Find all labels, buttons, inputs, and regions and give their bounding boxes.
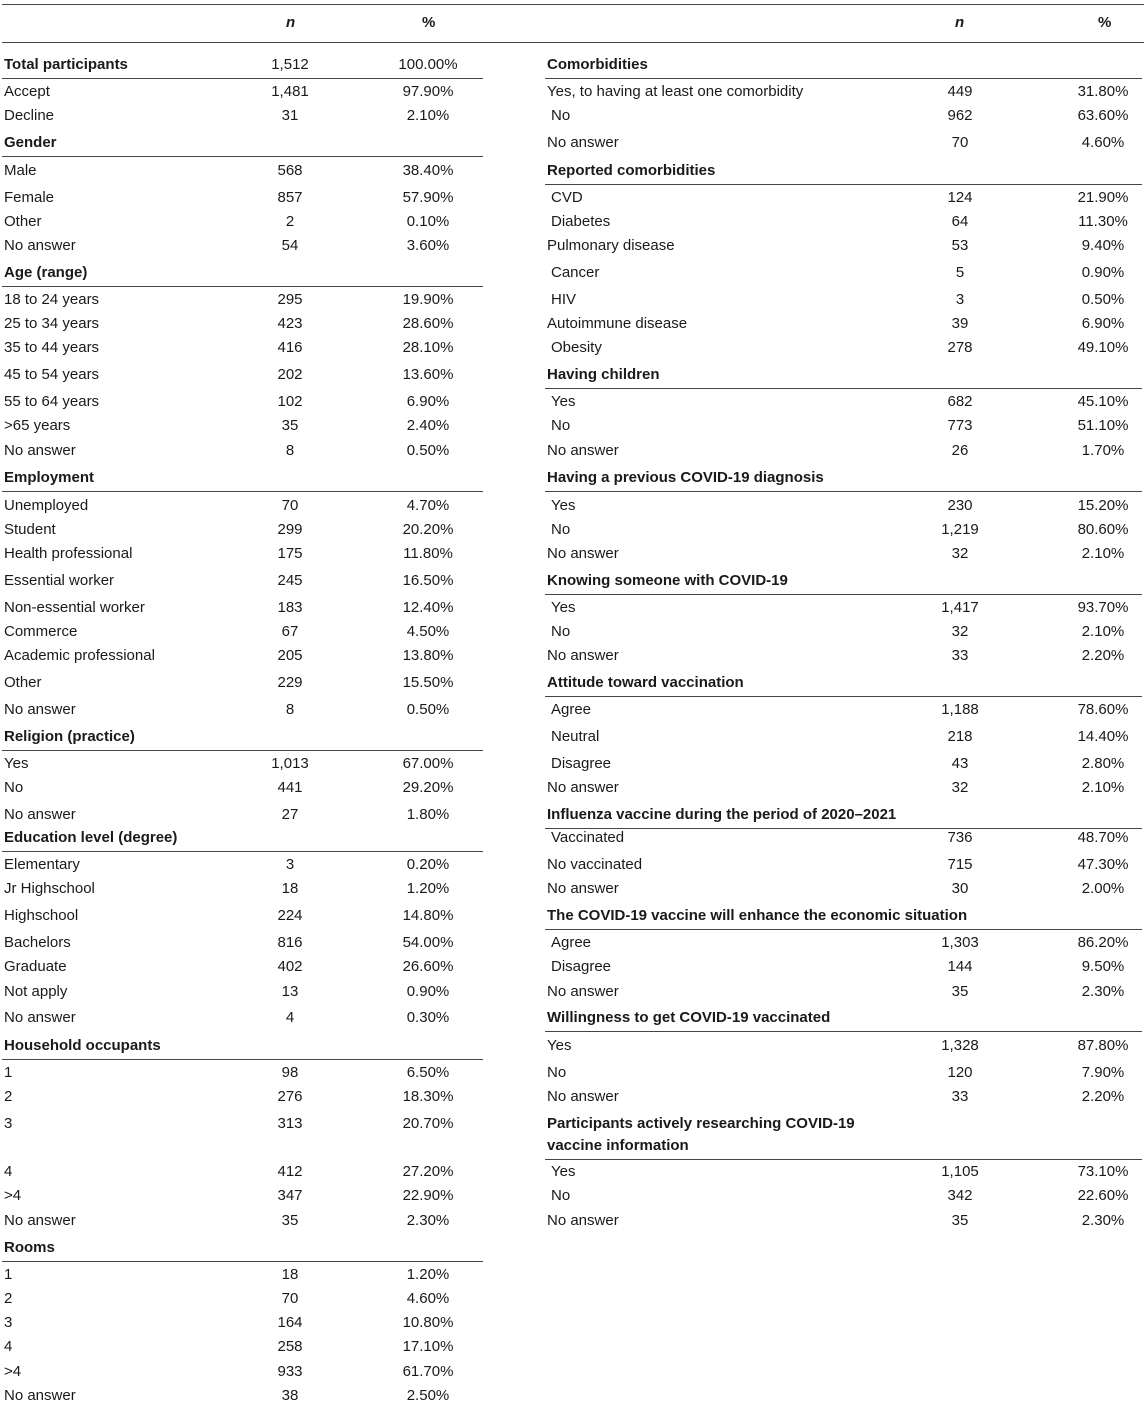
section-rule	[2, 78, 483, 79]
section-rule	[545, 828, 1142, 829]
row-pct-value: 0.30%	[406, 1009, 450, 1026]
row-n-value: 54	[281, 237, 299, 254]
section-title: Household occupants	[4, 1037, 161, 1054]
row-label: Academic professional	[4, 647, 155, 664]
row-n-value: 423	[277, 315, 303, 332]
section-rule	[2, 1059, 483, 1060]
row-n-value: 32	[951, 545, 969, 562]
row-pct-value: 63.60%	[1077, 107, 1129, 124]
row-pct-value: 4.60%	[1081, 134, 1125, 151]
row-n-value: 35	[281, 417, 299, 434]
row-n-value: 144	[947, 958, 973, 975]
row-label: No	[551, 521, 571, 538]
row-pct-value: 51.10%	[1077, 417, 1129, 434]
section-rule	[545, 929, 1142, 930]
row-label: CVD	[551, 189, 583, 206]
row-pct-value: 15.20%	[1077, 497, 1129, 514]
row-n-value: 224	[277, 907, 303, 924]
row-pct-value: 13.60%	[402, 366, 454, 383]
row-label: Disagree	[551, 755, 612, 772]
section-title: Having children	[547, 366, 660, 383]
row-label: Vaccinated	[551, 829, 625, 846]
row-pct-value: 9.40%	[1081, 237, 1125, 254]
row-label: Pulmonary disease	[547, 237, 675, 254]
row-pct-value: 2.20%	[1081, 647, 1125, 664]
row-label: Non-essential worker	[4, 599, 145, 616]
row-n-value: 416	[277, 339, 303, 356]
row-pct-value: 22.90%	[402, 1187, 454, 1204]
section-title: Employment	[4, 469, 95, 486]
row-label: Accept	[4, 83, 50, 100]
row-pct-value: 28.10%	[402, 339, 454, 356]
row-pct-value: 17.10%	[402, 1338, 454, 1355]
row-n-value: 347	[277, 1187, 303, 1204]
row-label: Autoimmune disease	[547, 315, 688, 332]
row-pct-value: 2.10%	[406, 107, 450, 124]
section-rule	[2, 156, 483, 157]
row-pct-value: 80.60%	[1077, 521, 1129, 538]
row-label: Disagree	[551, 958, 612, 975]
row-label: Graduate	[4, 958, 67, 975]
row-pct-value: 4.70%	[406, 497, 450, 514]
row-pct-value: 7.90%	[1081, 1064, 1125, 1081]
row-n-value: 278	[947, 339, 973, 356]
section-title: Having a previous COVID-19 diagnosis	[547, 469, 824, 486]
row-label: No answer	[547, 442, 619, 459]
row-label: Yes	[551, 393, 576, 410]
row-pct-value: 16.50%	[402, 572, 454, 589]
row-pct-value: 15.50%	[402, 674, 454, 691]
row-label: Unemployed	[4, 497, 89, 514]
row-label: No answer	[547, 647, 619, 664]
row-n-value: 53	[951, 237, 969, 254]
row-n-value: 3	[955, 291, 965, 308]
row-label: 4	[4, 1338, 13, 1355]
row-n-value: 933	[277, 1363, 303, 1380]
row-n-value: 4	[285, 1009, 295, 1026]
section-rule	[545, 696, 1142, 697]
row-label: Yes	[551, 599, 576, 616]
row-label: No answer	[547, 1088, 619, 1105]
row-pct-value: 4.50%	[406, 623, 450, 640]
section-title: Comorbidities	[547, 56, 648, 73]
row-pct-value: 2.00%	[1081, 880, 1125, 897]
row-pct-value: 0.90%	[406, 983, 450, 1000]
row-n-value: 218	[947, 728, 973, 745]
row-label: Agree	[551, 934, 592, 951]
row-pct-value: 2.50%	[406, 1387, 450, 1404]
row-pct-value: 20.20%	[402, 521, 454, 538]
row-label: Bachelors	[4, 934, 71, 951]
section-title: Rooms	[4, 1239, 55, 1256]
row-n-value: 229	[277, 674, 303, 691]
section-rule	[545, 1159, 1142, 1160]
section-title: Total participants	[4, 56, 128, 73]
row-pct-value: 2.30%	[406, 1212, 450, 1229]
row-n-value: 30	[951, 880, 969, 897]
section-n-value: 1,512	[271, 56, 309, 73]
row-label: No answer	[4, 806, 76, 823]
row-n-value: 449	[947, 83, 973, 100]
row-pct-value: 97.90%	[402, 83, 454, 100]
row-n-value: 1,303	[941, 934, 979, 951]
row-pct-value: 31.80%	[1077, 83, 1129, 100]
row-label: Cancer	[551, 264, 600, 281]
row-n-value: 39	[951, 315, 969, 332]
row-pct-value: 73.10%	[1077, 1163, 1129, 1180]
row-n-value: 736	[947, 829, 973, 846]
row-pct-value: 54.00%	[402, 934, 454, 951]
row-pct-value: 22.60%	[1077, 1187, 1129, 1204]
row-n-value: 35	[281, 1212, 299, 1229]
row-label: 4	[4, 1163, 13, 1180]
section-pct-value: 100.00%	[398, 56, 458, 73]
row-n-value: 299	[277, 521, 303, 538]
row-label: Yes	[551, 497, 576, 514]
row-pct-value: 12.40%	[402, 599, 454, 616]
row-label: 3	[4, 1314, 13, 1331]
row-n-value: 43	[951, 755, 969, 772]
row-label: Other	[4, 213, 42, 230]
row-label: Decline	[4, 107, 55, 124]
section-title: Participants actively researching COVID-19	[547, 1115, 855, 1132]
row-pct-value: 27.20%	[402, 1163, 454, 1180]
row-pct-value: 67.00%	[402, 755, 454, 772]
row-label: 1	[4, 1266, 13, 1283]
row-n-value: 1,219	[941, 521, 979, 538]
section-title: Education level (degree)	[4, 829, 178, 846]
row-pct-value: 86.20%	[1077, 934, 1129, 951]
row-label: 45 to 54 years	[4, 366, 100, 383]
row-n-value: 342	[947, 1187, 973, 1204]
row-n-value: 1,188	[941, 701, 979, 718]
row-n-value: 1,013	[271, 755, 309, 772]
row-n-value: 773	[947, 417, 973, 434]
section-title: Gender	[4, 134, 57, 151]
table-top-rule	[2, 4, 1144, 5]
row-n-value: 1,105	[941, 1163, 979, 1180]
row-label: Highschool	[4, 907, 79, 924]
row-n-value: 175	[277, 545, 303, 562]
row-n-value: 18	[281, 880, 299, 897]
row-n-value: 18	[281, 1266, 299, 1283]
row-n-value: 568	[277, 162, 303, 179]
row-pct-value: 6.90%	[406, 393, 450, 410]
row-n-value: 3	[285, 856, 295, 873]
row-label: No answer	[547, 983, 619, 1000]
section-rule	[2, 286, 483, 287]
section-title: Reported comorbidities	[547, 162, 716, 179]
row-n-value: 230	[947, 497, 973, 514]
row-n-value: 402	[277, 958, 303, 975]
left-pct-header: %	[422, 14, 436, 31]
left-n-header: n	[286, 14, 296, 31]
row-pct-value: 21.90%	[1077, 189, 1129, 206]
row-label: 2	[4, 1088, 13, 1105]
row-label: No answer	[547, 545, 619, 562]
row-pct-value: 2.10%	[1081, 779, 1125, 796]
row-label: No answer	[4, 442, 76, 459]
row-pct-value: 61.70%	[402, 1363, 454, 1380]
row-label: Obesity	[551, 339, 602, 356]
row-pct-value: 4.60%	[406, 1290, 450, 1307]
row-label: No	[551, 623, 571, 640]
row-pct-value: 0.50%	[406, 701, 450, 718]
section-rule	[545, 1031, 1142, 1032]
row-n-value: 32	[951, 623, 969, 640]
row-n-value: 2	[285, 213, 295, 230]
row-label: 2	[4, 1290, 13, 1307]
row-n-value: 164	[277, 1314, 303, 1331]
row-pct-value: 93.70%	[1077, 599, 1129, 616]
row-label: No	[551, 107, 571, 124]
row-n-value: 245	[277, 572, 303, 589]
row-pct-value: 1.70%	[1081, 442, 1125, 459]
row-pct-value: 78.60%	[1077, 701, 1129, 718]
row-pct-value: 20.70%	[402, 1115, 454, 1132]
row-label: 25 to 34 years	[4, 315, 100, 332]
row-pct-value: 2.10%	[1081, 545, 1125, 562]
row-label: 3	[4, 1115, 13, 1132]
row-n-value: 70	[281, 1290, 299, 1307]
row-pct-value: 1.20%	[406, 1266, 450, 1283]
row-n-value: 202	[277, 366, 303, 383]
row-label: No answer	[4, 701, 76, 718]
row-n-value: 258	[277, 1338, 303, 1355]
row-n-value: 205	[277, 647, 303, 664]
row-label: No answer	[4, 1009, 76, 1026]
row-pct-value: 28.60%	[402, 315, 454, 332]
row-label: No answer	[547, 779, 619, 796]
row-n-value: 98	[281, 1064, 299, 1081]
row-pct-value: 2.20%	[1081, 1088, 1125, 1105]
row-n-value: 295	[277, 291, 303, 308]
row-label: >4	[4, 1363, 22, 1380]
row-label: No vaccinated	[547, 856, 643, 873]
section-title: Knowing someone with COVID-19	[547, 572, 788, 589]
row-n-value: 715	[947, 856, 973, 873]
section-title: Age (range)	[4, 264, 88, 281]
row-pct-value: 2.10%	[1081, 623, 1125, 640]
row-n-value: 8	[285, 701, 295, 718]
row-pct-value: 0.10%	[406, 213, 450, 230]
row-n-value: 857	[277, 189, 303, 206]
row-label: No answer	[4, 237, 76, 254]
row-n-value: 26	[951, 442, 969, 459]
section-rule	[545, 78, 1142, 79]
row-n-value: 32	[951, 779, 969, 796]
row-n-value: 124	[947, 189, 973, 206]
row-pct-value: 10.80%	[402, 1314, 454, 1331]
row-n-value: 31	[281, 107, 299, 124]
row-label: Health professional	[4, 545, 133, 562]
row-pct-value: 0.50%	[406, 442, 450, 459]
row-n-value: 35	[951, 983, 969, 1000]
row-label: Yes	[551, 1163, 576, 1180]
row-label: 18 to 24 years	[4, 291, 100, 308]
section-rule	[2, 1261, 483, 1262]
row-label: No	[551, 417, 571, 434]
row-n-value: 1,417	[941, 599, 979, 616]
row-label: Student	[4, 521, 56, 538]
row-label: Female	[4, 189, 55, 206]
row-label: No answer	[547, 880, 619, 897]
right-n-header: n	[955, 14, 965, 31]
row-n-value: 33	[951, 1088, 969, 1105]
row-label: No answer	[547, 1212, 619, 1229]
row-pct-value: 2.40%	[406, 417, 450, 434]
row-pct-value: 2.30%	[1081, 983, 1125, 1000]
section-title: Willingness to get COVID-19 vaccinated	[547, 1009, 831, 1026]
row-pct-value: 13.80%	[402, 647, 454, 664]
row-pct-value: 38.40%	[402, 162, 454, 179]
row-pct-value: 45.10%	[1077, 393, 1129, 410]
section-title: The COVID-19 vaccine will enhance the economic situation	[547, 907, 968, 924]
row-pct-value: 18.30%	[402, 1088, 454, 1105]
row-pct-value: 14.40%	[1077, 728, 1129, 745]
section-rule	[545, 388, 1142, 389]
row-pct-value: 0.20%	[406, 856, 450, 873]
row-n-value: 441	[277, 779, 303, 796]
row-pct-value: 14.80%	[402, 907, 454, 924]
row-pct-value: 1.80%	[406, 806, 450, 823]
row-label: Essential worker	[4, 572, 115, 589]
row-pct-value: 19.90%	[402, 291, 454, 308]
row-label: 55 to 64 years	[4, 393, 100, 410]
row-pct-value: 2.80%	[1081, 755, 1125, 772]
row-pct-value: 11.30%	[1078, 213, 1128, 230]
row-label: Diabetes	[551, 213, 611, 230]
row-n-value: 1,481	[271, 83, 309, 100]
row-pct-value: 0.90%	[1081, 264, 1125, 281]
row-pct-value: 11.80%	[403, 545, 453, 562]
row-n-value: 412	[277, 1163, 303, 1180]
row-n-value: 8	[285, 442, 295, 459]
section-rule	[545, 184, 1142, 185]
section-rule	[2, 750, 483, 751]
section-title: Religion (practice)	[4, 728, 135, 745]
row-label: HIV	[551, 291, 577, 308]
row-label: Agree	[551, 701, 592, 718]
row-label: 35 to 44 years	[4, 339, 100, 356]
row-n-value: 70	[281, 497, 299, 514]
row-n-value: 33	[951, 647, 969, 664]
section-rule	[2, 851, 483, 852]
row-label: >65 years	[4, 417, 71, 434]
row-label: Yes	[547, 1037, 572, 1054]
row-pct-value: 0.50%	[1081, 291, 1125, 308]
row-label: No answer	[547, 134, 619, 151]
row-n-value: 102	[277, 393, 303, 410]
section-rule	[2, 491, 483, 492]
row-label: Yes, to having at least one comorbidity	[547, 83, 804, 100]
row-n-value: 67	[281, 623, 299, 640]
row-n-value: 64	[951, 213, 969, 230]
row-pct-value: 1.20%	[406, 880, 450, 897]
row-label: No	[551, 1187, 571, 1204]
row-label: Yes	[4, 755, 29, 772]
row-label: Not apply	[4, 983, 68, 1000]
row-pct-value: 3.60%	[406, 237, 450, 254]
row-label: 1	[4, 1064, 13, 1081]
row-pct-value: 87.80%	[1077, 1037, 1129, 1054]
section-rule	[545, 594, 1142, 595]
right-pct-header: %	[1098, 14, 1112, 31]
row-n-value: 70	[951, 134, 969, 151]
row-pct-value: 26.60%	[402, 958, 454, 975]
row-label: No	[4, 779, 24, 796]
row-n-value: 27	[281, 806, 299, 823]
row-n-value: 120	[947, 1064, 973, 1081]
section-title: Influenza vaccine during the period of 2020–2021	[547, 806, 897, 823]
row-n-value: 276	[277, 1088, 303, 1105]
row-pct-value: 29.20%	[402, 779, 454, 796]
row-pct-value: 48.70%	[1077, 829, 1129, 846]
row-pct-value: 6.90%	[1081, 315, 1125, 332]
row-n-value: 38	[281, 1387, 299, 1404]
row-label: Elementary	[4, 856, 80, 873]
row-label: No	[547, 1064, 567, 1081]
row-label: Commerce	[4, 623, 78, 640]
row-n-value: 1,328	[941, 1037, 979, 1054]
row-pct-value: 9.50%	[1081, 958, 1125, 975]
section-title: Attitude toward vaccination	[547, 674, 744, 691]
row-n-value: 5	[955, 264, 965, 281]
row-label: >4	[4, 1187, 22, 1204]
row-pct-value: 6.50%	[406, 1064, 450, 1081]
row-n-value: 962	[947, 107, 973, 124]
row-pct-value: 57.90%	[402, 189, 454, 206]
row-pct-value: 49.10%	[1077, 339, 1129, 356]
row-pct-value: 2.30%	[1081, 1212, 1125, 1229]
row-n-value: 682	[947, 393, 973, 410]
row-n-value: 183	[277, 599, 303, 616]
row-n-value: 35	[951, 1212, 969, 1229]
row-label: Other	[4, 674, 42, 691]
row-pct-value: 47.30%	[1077, 856, 1129, 873]
row-label: Neutral	[551, 728, 600, 745]
table-header-rule	[2, 42, 1144, 43]
row-label: Jr Highschool	[4, 880, 95, 897]
section-rule	[545, 491, 1142, 492]
row-label: No answer	[4, 1387, 76, 1404]
row-n-value: 313	[277, 1115, 303, 1132]
section-title-line2: vaccine information	[547, 1137, 689, 1154]
row-label: Male	[4, 162, 37, 179]
row-n-value: 816	[277, 934, 303, 951]
row-n-value: 13	[281, 983, 299, 1000]
row-label: No answer	[4, 1212, 76, 1229]
